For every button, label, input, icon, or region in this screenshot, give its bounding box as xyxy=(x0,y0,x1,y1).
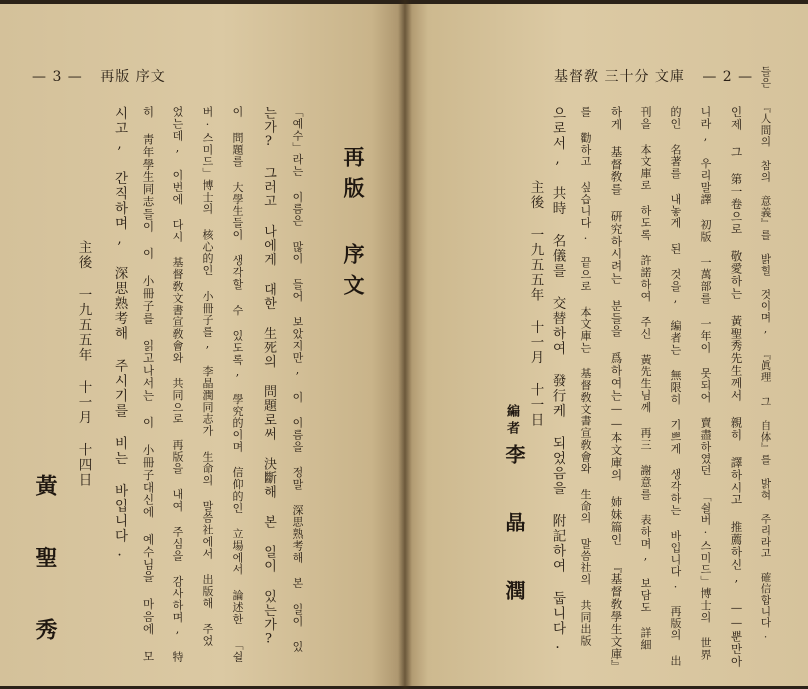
preface-title: 再版 序文 xyxy=(341,146,366,305)
preface-line: 히 靑年學生同志들이 이 小冊子를 읽고나서는 이 小冊子대신에 예수님을 마음에 모 xyxy=(141,106,156,663)
left-page-number: — 3 — xyxy=(32,69,83,85)
preface-line: 이 問題를 大學生들이 생각할 수 있도록, 學究的이며 信仰的인 立場에서 論述한 「쉴 xyxy=(231,106,244,663)
foreword-line: 인제 그 第一卷으로 敬愛하는 黃聖秀先生께서 親히 譯하시고 推薦하신, ——뿐만아 xyxy=(729,106,744,668)
foreword-line: 刊을 本文庫로 하도록 許諾하여 주신 黃先生님께 再三 謝意를 表하며, 보담도 詳細 xyxy=(639,106,652,651)
preface-date: 主後 一九五五年 十一月 十四日 xyxy=(75,240,92,488)
book-gutter xyxy=(398,0,412,689)
preface-signature: 黃 聖 秀 xyxy=(32,474,58,652)
editor-label: 編者 xyxy=(504,404,519,438)
right-page-header xyxy=(554,66,753,86)
preface-line: 「예수」라는 이름은 많이 들어 보았지만, 이 이름을 정말 深思熟考해 본 일이 있 xyxy=(291,106,304,653)
left-header-section: 再版 序文 xyxy=(100,69,166,85)
foreword-line: 를 勸하고 싶습니다. 끝으로 本文庫는 基督敎文書宣敎會와 生命의 말씀社의 共同出版 xyxy=(579,106,592,647)
foreword-date: 主後 一九五五年 十一月 十一日 xyxy=(527,180,544,428)
preface-line: 버·스미드」博士의 核心的인 小冊子를, 李晶潤同志가 生命의 말씀社에서 出版해 주었 xyxy=(201,106,214,647)
foreword-line: 으로서, 共時 名儀를 交替하여 發行케 되었음을 附記하여 둡니다. xyxy=(549,106,566,654)
left-page xyxy=(0,4,404,686)
left-page-header xyxy=(32,66,166,86)
preface-line: 시고, 간직하며, 深思熟考해 주시기를 비는 바입니다. xyxy=(111,106,128,561)
right-header-series: 基督敎 三十分 文庫 xyxy=(554,69,685,85)
right-page xyxy=(404,4,808,686)
foreword-line: 的인 名著를 내놓게 된 것을, 編者는 無限히 기쁘게 생각하는 바입니다. 再版의 出 xyxy=(669,106,682,667)
preface-line: 는가? 그러고 나에게 대한 生死의 問題로써 決斷해 본 일이 있는가? xyxy=(261,106,276,648)
right-page-number: — 2 — xyxy=(702,69,754,85)
editor-name: 李 晶 潤 xyxy=(502,444,526,612)
foreword-line: 니라, 우리말譯 初版 一萬部를 一年이 못되어 賣盡하였던 「쉴버·스미드」博士의 世界 xyxy=(699,106,712,661)
foreword-line: 들은 『人間의 참의 意義』를 밝힐 것이며, 『眞理 그 自体』를 밝혀 주리라고 確信합니다. xyxy=(759,66,772,642)
preface-line: 었는데, 이번에 다시 基督敎文書宣敎會와 共同으로 再版을 내여 주심을 감사하며, 特 xyxy=(171,106,184,663)
foreword-line: 하게 基督敎를 硏究하시려는 분들을 爲하여는——本文庫의 姉妹篇인 『基督敎學生文庫』 xyxy=(609,106,624,673)
